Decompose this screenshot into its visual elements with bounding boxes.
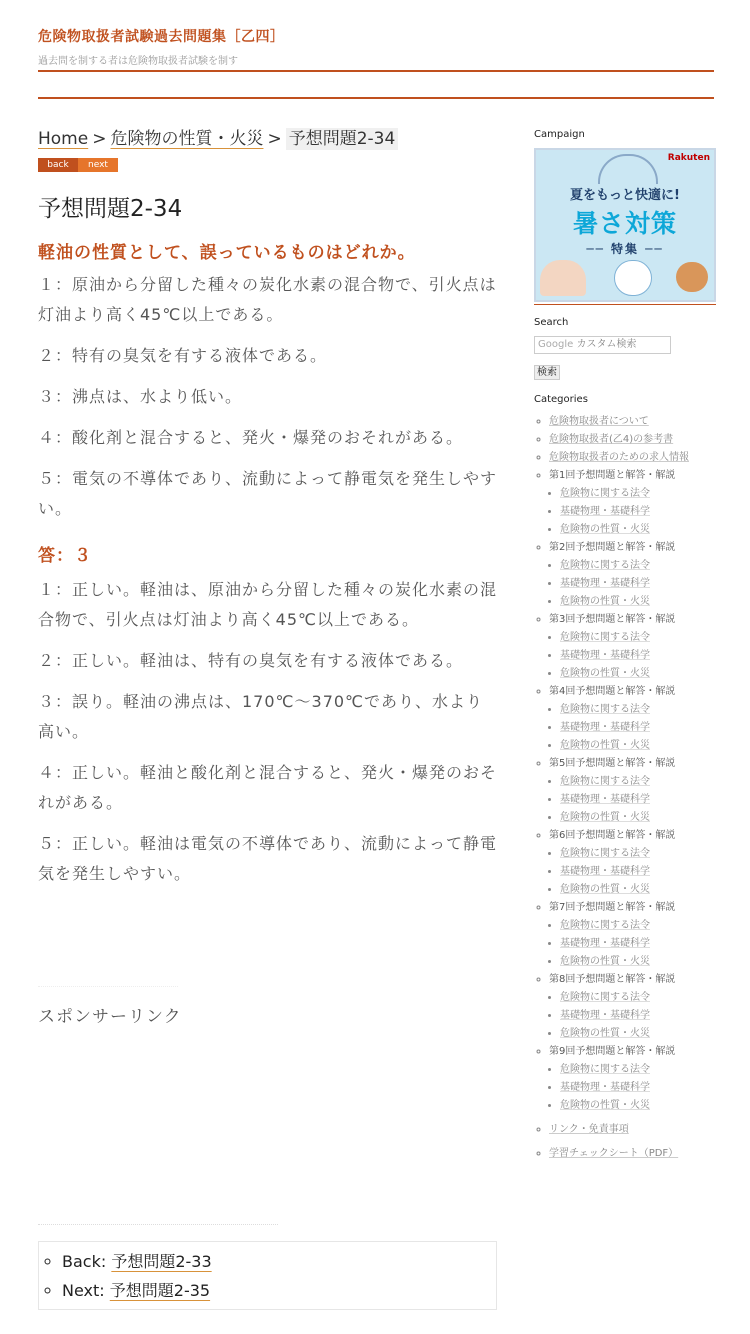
category-group-link[interactable]: ◦ 第9回予想問題と解答・解説 (549, 1046, 676, 1057)
subcategory-link[interactable]: • 基礎物理・基礎科学 (560, 503, 716, 521)
option-item: ２：特有の臭気を有する液体である。 (38, 346, 328, 365)
banner-headline: 夏をもっと快適に! (570, 188, 680, 203)
option-item: １：原油から分留した種々の炭化水素の混合物で、引火点は灯油より高く45℃以上である。 (38, 275, 497, 324)
breadcrumb-home-link[interactable]: Home (38, 129, 89, 149)
prev-post-item (62, 1247, 496, 1276)
category-group (549, 971, 716, 1043)
category-group (549, 539, 716, 611)
option-item: ４：酸化剤と混合すると、発火・爆発のおそれがある。 (38, 428, 464, 447)
next-post-label: Next: (62, 1281, 105, 1300)
subcategory-link[interactable]: • 危険物の性質・火災 (560, 881, 716, 899)
site-title[interactable]: 危険物取扱者試験過去問題集［乙四］ (38, 29, 285, 45)
campaign-title: Campaign (534, 129, 585, 140)
sidebar (534, 129, 716, 1163)
subcategory-link[interactable]: • 危険物に関する法令 (560, 989, 716, 1007)
ad-divider (38, 1224, 278, 1225)
sun-icon (598, 154, 658, 184)
bear-icon (614, 260, 652, 296)
explanation-item: ５：正しい。軽油は電気の不導体であり、流動によって静電気を発生しやすい。 (38, 834, 498, 883)
category-link[interactable]: ◦ リンク・免責事項 (549, 1121, 716, 1139)
category-link[interactable]: ◦ 学習チェックシート（PDF） (549, 1145, 716, 1163)
subcategory-link[interactable]: • 危険物の性質・火災 (560, 809, 716, 827)
subcategory-link[interactable]: • 危険物に関する法令 (560, 557, 716, 575)
subcategory-link[interactable]: • 危険物の性質・火災 (560, 737, 716, 755)
next-post-link[interactable]: 予想問題2-35 (109, 1281, 211, 1300)
subcategory-link[interactable]: • 危険物に関する法令 (560, 773, 716, 791)
breadcrumb (38, 126, 498, 152)
breadcrumb-separator: > (92, 129, 107, 149)
category-group-link[interactable]: ◦ 第7回予想問題と解答・解説 (549, 902, 676, 913)
category-group (549, 683, 716, 755)
breadcrumb-category-link[interactable]: 危険物の性質・火災 (110, 129, 264, 149)
google-logo: Google (538, 339, 574, 350)
subcategory-link[interactable]: • 危険物の性質・火災 (560, 521, 716, 539)
subcategory-link[interactable]: • 危険物の性質・火災 (560, 665, 716, 683)
explanation-item: ２：正しい。軽油は、特有の臭気を有する液体である。 (38, 651, 464, 670)
category-group (549, 755, 716, 827)
site-description: 過去問を制する者は危険物取扱者試験を制す (38, 56, 238, 67)
subcategory-link[interactable]: • 危険物の性質・火災 (560, 953, 716, 971)
search-input[interactable] (534, 336, 671, 354)
post-nav-buttons (38, 158, 498, 172)
campaign-banner[interactable] (534, 148, 716, 302)
subcategory-link[interactable]: • 危険物の性質・火災 (560, 1025, 716, 1043)
next-post-item (62, 1276, 496, 1305)
breadcrumb-separator: > (267, 129, 282, 149)
subcategory-link[interactable]: • 基礎物理・基礎科学 (560, 647, 716, 665)
subcategory-link[interactable]: • 基礎物理・基礎科学 (560, 1007, 716, 1025)
category-group-link[interactable]: ◦ 第6回予想問題と解答・解説 (549, 830, 676, 841)
categories-list (534, 413, 716, 1163)
subcategory-link[interactable]: • 危険物に関する法令 (560, 845, 716, 863)
options-list (38, 270, 498, 524)
subcategory-link[interactable]: • 危険物に関する法令 (560, 629, 716, 647)
category-group (549, 611, 716, 683)
subcategory-link[interactable]: • 基礎物理・基礎科学 (560, 719, 716, 737)
category-group-link[interactable]: ◦ 第4回予想問題と解答・解説 (549, 686, 676, 697)
nav-divider (38, 97, 714, 99)
explanations-list (38, 575, 498, 889)
sponsor-label: スポンサーリンク (38, 1007, 182, 1027)
category-group-link[interactable]: ◦ 第1回予想問題と解答・解説 (549, 470, 676, 481)
category-group-link[interactable]: ◦ 第5回予想問題と解答・解説 (549, 758, 676, 769)
post-navigation (38, 1241, 497, 1310)
subcategory-link[interactable]: • 危険物に関する法令 (560, 1061, 716, 1079)
breadcrumb-current: 予想問題2-34 (286, 128, 399, 150)
category-group-link[interactable]: ◦ 第3回予想問題と解答・解説 (549, 614, 676, 625)
category-link[interactable]: ◦ 危険物取扱者について (549, 413, 716, 431)
ad-divider (38, 986, 178, 987)
back-button[interactable]: back (38, 158, 78, 172)
prev-post-label: Back: (62, 1252, 107, 1271)
search-button[interactable]: 検索 (534, 365, 560, 380)
search-title: Search (534, 317, 569, 328)
prev-post-link[interactable]: 予想問題2-33 (111, 1252, 212, 1271)
header-divider (38, 70, 714, 72)
widget-divider (534, 304, 716, 305)
next-button[interactable]: next (78, 158, 118, 172)
option-item: ３：沸点は、水より低い。 (38, 387, 243, 406)
subcategory-link[interactable]: • 基礎物理・基礎科学 (560, 863, 716, 881)
categories-title: Categories (534, 394, 588, 405)
banner-person-image (540, 260, 586, 296)
subcategory-link[interactable]: • 危険物の性質・火災 (560, 593, 716, 611)
explanation-item: ４：正しい。軽油と酸化剤と混合すると、発火・爆発のおそれがある。 (38, 763, 498, 812)
category-link[interactable]: ◦ 危険物取扱者(乙4)の参考書 (549, 431, 716, 449)
category-group-link[interactable]: ◦ 第2回予想問題と解答・解説 (549, 542, 676, 553)
banner-sub-text: ── 特集 ── (586, 242, 664, 256)
subcategory-link[interactable]: • 危険物に関する法令 (560, 485, 716, 503)
subcategory-link[interactable]: • 基礎物理・基礎科学 (560, 575, 716, 593)
question-text: 軽油の性質として、誤っているものはどれか。 (38, 243, 416, 263)
subcategory-link[interactable]: • 危険物の性質・火災 (560, 1097, 716, 1115)
main-content (38, 126, 498, 889)
answer-text: 答：３ (38, 546, 92, 566)
subcategory-link[interactable]: • 基礎物理・基礎科学 (560, 1079, 716, 1097)
search-placeholder: カスタム検索 (576, 339, 637, 350)
dog-image (676, 262, 708, 292)
rakuten-logo: Rakuten (667, 153, 710, 163)
category-group (549, 467, 716, 539)
option-item: ５：電気の不導体であり、流動によって静電気を発生しやすい。 (38, 469, 498, 518)
subcategory-link[interactable]: • 基礎物理・基礎科学 (560, 791, 716, 809)
category-group-link[interactable]: ◦ 第8回予想問題と解答・解説 (549, 974, 676, 985)
category-group (549, 1043, 716, 1115)
category-group (549, 899, 716, 971)
subcategory-link[interactable]: • 危険物に関する法令 (560, 917, 716, 935)
category-link[interactable]: ◦ 危険物取扱者のための求人情報 (549, 449, 716, 467)
subcategory-link[interactable]: • 基礎物理・基礎科学 (560, 935, 716, 953)
page-title: 予想問題2-34 (38, 196, 183, 222)
banner-main-text: 暑さ対策 (572, 209, 677, 238)
category-group (549, 827, 716, 899)
site-header (38, 26, 714, 67)
explanation-item: １：正しい。軽油は、原油から分留した種々の炭化水素の混合物で、引火点は灯油より高く45℃以上である。 (38, 580, 498, 629)
subcategory-link[interactable]: • 危険物に関する法令 (560, 701, 716, 719)
explanation-item: ３：誤り。軽油の沸点は、170℃～370℃であり、水より高い。 (38, 692, 484, 741)
